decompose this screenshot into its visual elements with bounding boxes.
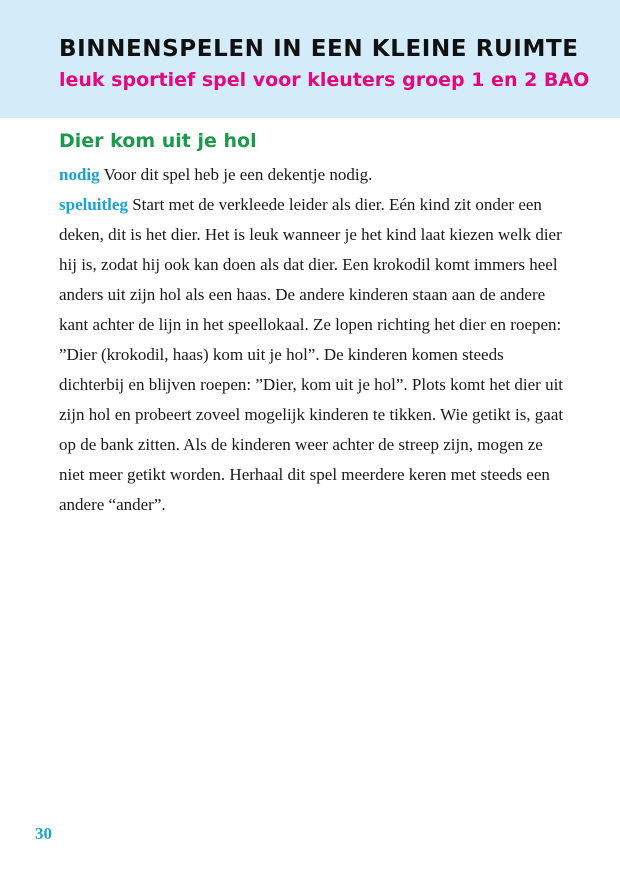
nodig-paragraph	[59, 160, 564, 190]
section-title: Dier kom uit je hol	[59, 130, 257, 152]
page-title: BINNENSPELEN IN EEN KLEINE RUIMTE	[59, 36, 579, 62]
speluitleg-text: Start met de verkleede leider als dier. Eén kind zit onder een deken, dit is het dier. Het is leuk wanneer je het kind laat kiezen welk dier hij is, zodat hij ook kan doen als dat dier. Een krokodil komt immers heel anders uit zijn hol als een haas. De andere kinderen staan aan de andere kant achter de lijn in het speellokaal. Ze lopen richting het dier en roepen: ”Dier (krokodil, haas) kom uit je hol”. De kinderen komen steeds dichterbij en blijven roepen: ”Dier, kom uit je hol”. Plots komt het dier uit zijn hol en probeert zoveel mogelijk kinderen te tikken. Wie getikt is, gaat op de bank zitten. Als de kinderen weer achter de streep zijn, mogen ze niet meer getikt worden. Herhaal dit spel meerdere keren met steeds een andere “ander”.	[59, 195, 564, 514]
speluitleg-paragraph	[59, 190, 564, 520]
section-body	[59, 160, 564, 520]
page-subtitle: leuk sportief spel voor kleuters groep 1 en 2 BAO	[59, 69, 590, 91]
header-banner	[0, 0, 620, 118]
speluitleg-label: speluitleg	[59, 195, 128, 214]
nodig-text: Voor dit spel heb je een dekentje nodig.	[103, 165, 373, 184]
page-number: 30	[35, 824, 52, 843]
nodig-label: nodig	[59, 165, 100, 184]
